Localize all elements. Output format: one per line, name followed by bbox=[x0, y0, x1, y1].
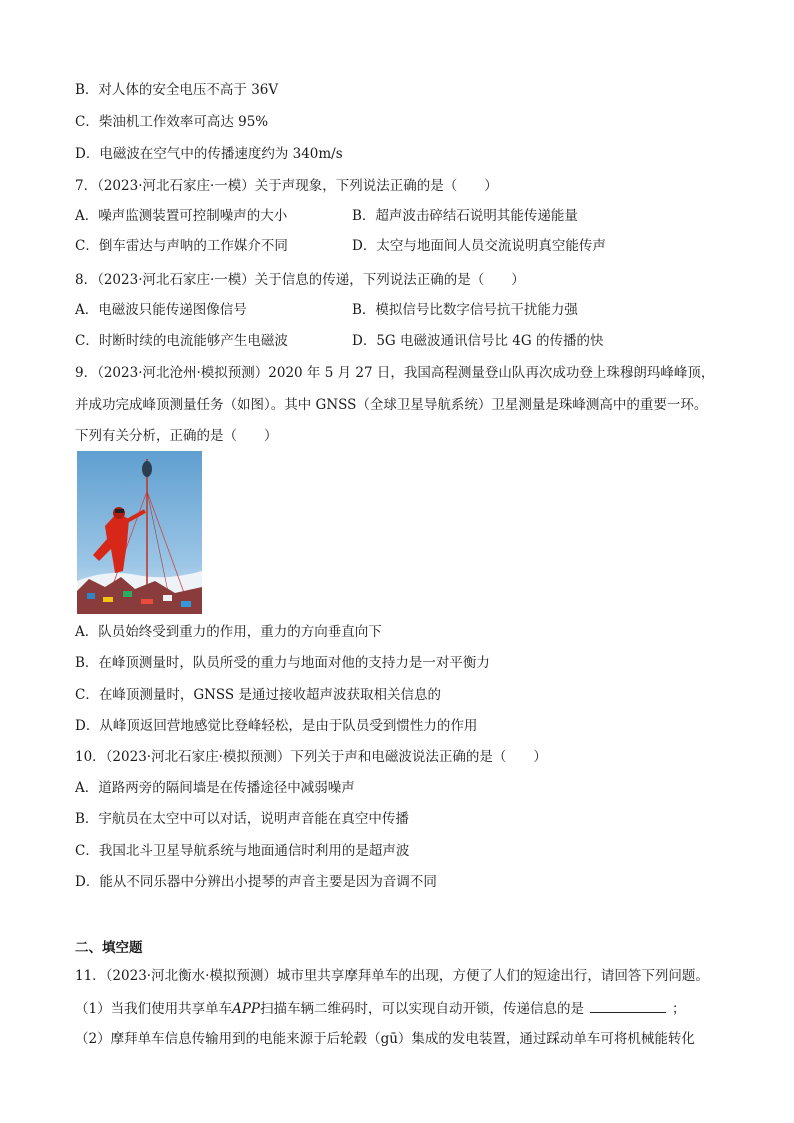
answer-blank[interactable] bbox=[590, 998, 666, 1013]
q6-option-b: B．对人体的安全电压不高于 36V bbox=[75, 82, 279, 98]
q9-option-d: D．从峰顶返回营地感觉比登峰轻松，是由于队员受到惯性力的作用 bbox=[75, 718, 478, 734]
q11-part1-app: APP bbox=[232, 1001, 261, 1017]
q10-option-b: B．宇航员在太空中可以对话，说明声音能在真空中传播 bbox=[75, 811, 409, 827]
q11-part1-before: （1）当我们使用共享单车 bbox=[75, 1001, 233, 1017]
q10-option-d: D．能从不同乐器中分辨出小提琴的声音主要是因为音调不同 bbox=[75, 874, 437, 890]
q11-part1 bbox=[75, 998, 686, 1019]
q7-option-b: B．超声波击碎结石说明其能传递能量 bbox=[352, 208, 578, 224]
q8-stem: 8．（2023·河北石家庄·一模）关于信息的传递，下列说法正确的是（ ） bbox=[75, 272, 525, 288]
q8-option-b: B．模拟信号比数字信号抗干扰能力强 bbox=[352, 302, 578, 318]
q7-option-a: A．噪声监测装置可控制噪声的大小 bbox=[75, 208, 288, 224]
summit-survey-photo bbox=[77, 451, 202, 614]
section-heading-fill-in: 二、填空题 bbox=[75, 940, 143, 956]
q9-option-c: C．在峰顶测量时，GNSS 是通过接收超声波获取相关信息的 bbox=[75, 687, 441, 703]
q10-option-c: C．我国北斗卫星导航系统与地面通信时利用的是超声波 bbox=[75, 843, 410, 859]
q9-stem-line2: 并成功完成峰顶测量任务（如图）。其中 GNSS（全球卫星导航系统）卫星测量是珠峰测高中的重要一环。 bbox=[75, 397, 708, 413]
q11-part2: （2）摩拜单车信息传输用到的电能来源于后轮毂（gū）集成的发电装置，通过踩动单车可将机械能转化 bbox=[75, 1031, 695, 1047]
q8-option-a: A．电磁波只能传递图像信号 bbox=[75, 302, 247, 318]
q10-stem: 10．（2023·河北石家庄·模拟预测）下列关于声和电磁波说法正确的是（ ） bbox=[75, 749, 547, 765]
q6-option-c: C．柴油机工作效率可高达 95% bbox=[75, 114, 269, 130]
q11-stem: 11．（2023·河北衡水·模拟预测）城市里共享摩拜单车的出现，方便了人们的短途出行，请回答下列问题。 bbox=[75, 968, 709, 984]
q11-part1-after: 扫描车辆二维码时，可以实现自动开锁，传递信息的是 bbox=[260, 1001, 585, 1017]
q7-option-c: C．倒车雷达与声呐的工作媒介不同 bbox=[75, 238, 288, 254]
q9-stem-line1: 9．（2023·河北沧州·模拟预测）2020 年 5 月 27 日，我国高程测量登山队再次成功登上珠穆朗玛峰峰顶， bbox=[75, 365, 715, 381]
q8-option-d: D．5G 电磁波通讯信号比 4G 的传播的快 bbox=[352, 333, 604, 349]
q11-part1-end: ； bbox=[672, 1001, 686, 1017]
q10-option-a: A．道路两旁的隔间墙是在传播途径中减弱噪声 bbox=[75, 780, 355, 796]
q9-option-a: A．队员始终受到重力的作用，重力的方向垂直向下 bbox=[75, 624, 382, 640]
q6-option-d: D．电磁波在空气中的传播速度约为 340m/s bbox=[75, 146, 343, 162]
q8-option-c: C．时断时续的电流能够产生电磁波 bbox=[75, 333, 288, 349]
q7-stem: 7．（2023·河北石家庄·一模）关于声现象，下列说法正确的是（ ） bbox=[75, 178, 498, 194]
q9-option-b: B．在峰顶测量时，队员所受的重力与地面对他的支持力是一对平衡力 bbox=[75, 655, 490, 671]
q9-stem-line3: 下列有关分析，正确的是（ ） bbox=[75, 428, 278, 444]
q7-option-d: D．太空与地面间人员交流说明真空能传声 bbox=[352, 238, 606, 254]
